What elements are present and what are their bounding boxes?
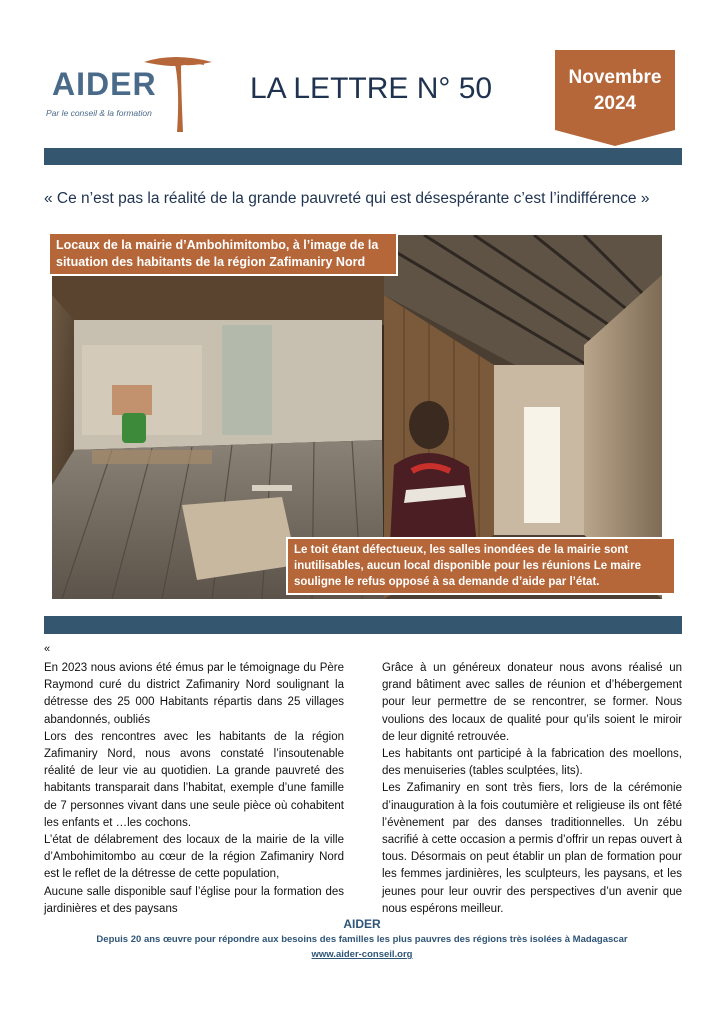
footer-org-name: AIDER: [343, 917, 381, 931]
body-paragraph: Lors des rencontres avec les habitants de la région Zafimaniry Nord, nous avons constaté l’insoutenable réalité de leur vie au quotidien. La grande pauvreté des habitants transparait dans l’habitat, exemple d’une famille de 7 personnes vivant dans une seule pièce où cohabitent les enfants et …les cochons.: [44, 730, 344, 829]
footer-mission-line: Depuis 20 ans œuvre pour répondre aux besoins des familles les plus pauvres des régions très isolées à Madagascar: [96, 934, 628, 945]
date-year: 2024: [593, 93, 637, 114]
body-paragraph: Grâce à un généreux donateur nous avons réalisé un grand bâtiment avec salles de réunion et d’hébergement pour leur permettre de se rencontrer, se former. Nous voulions des locaux de qualité pour qu’ils soient le miroir de leur dignité retrouvée.: [382, 662, 682, 743]
date-month: Novembre: [568, 67, 662, 88]
body-paragraph: Les habitants ont participé à la fabrication des moellons, des menuiseries (tables sculptées, lits).: [382, 748, 682, 778]
headline-quote: « Ce n’est pas la réalité de la grande pauvreté qui est désespérante c’est l’indifférence »: [44, 190, 650, 207]
body-paragraph: Les Zafimaniry en sont très fiers, lors de la cérémonie d’inauguration à la fois coutumière et religieuse ils ont fêté l’évènement par des danses traditionnelles. Un zébu sacrifié à cette occasion a permis d’offrir un repas ouvert à tous. Désormais on peut établir un plan de formation pour les femmes jardinières, les sculpteurs, les paysans, et les jeunes pour leur ouvrir des perspectives d’un avenir que nous espérons meilleur.: [382, 782, 682, 915]
body-column-right: [382, 660, 682, 918]
body-column-left: [44, 660, 344, 918]
date-badge: [555, 50, 675, 146]
header-divider-band: [44, 148, 682, 165]
newsletter-title: LA LETTRE N° 50: [250, 72, 493, 105]
logo-wordmark: AIDER: [52, 66, 157, 102]
body-paragraph: Aucune salle disponible sauf l’église pour la formation des jardinières et des paysans: [44, 885, 344, 915]
logo-tagline: Par le conseil & la formation: [46, 108, 152, 118]
body-paragraph: L’état de délabrement des locaux de la mairie de la ville d’Ambohimitombo au cœur de la région Zafimaniry Nord est le reflet de la détresse de cette population,: [44, 834, 344, 881]
mid-divider-band: [44, 616, 682, 634]
stray-quote-mark: «: [44, 643, 51, 655]
body-paragraph: En 2023 nous avions été émus par le témoignage du Père Raymond curé du district Zafimaniry Nord soulignant la détresse des 25 000 Habitants répartis dans 25 villages abandonnés, oubliés: [44, 662, 344, 726]
photo-caption-bottom: Le toit étant défectueux, les salles inondées de la mairie sont inutilisables, aucun local disponible pour les réunions Le maire souligne le refus opposé à sa demande d’aide par l’état.: [286, 537, 676, 595]
photo-caption-top: Locaux de la mairie d’Ambohimitombo, à l’image de la situation des habitants de la région Zafimaniry Nord: [48, 232, 398, 276]
footer-website-link[interactable]: www.aider-conseil.org: [311, 949, 413, 960]
